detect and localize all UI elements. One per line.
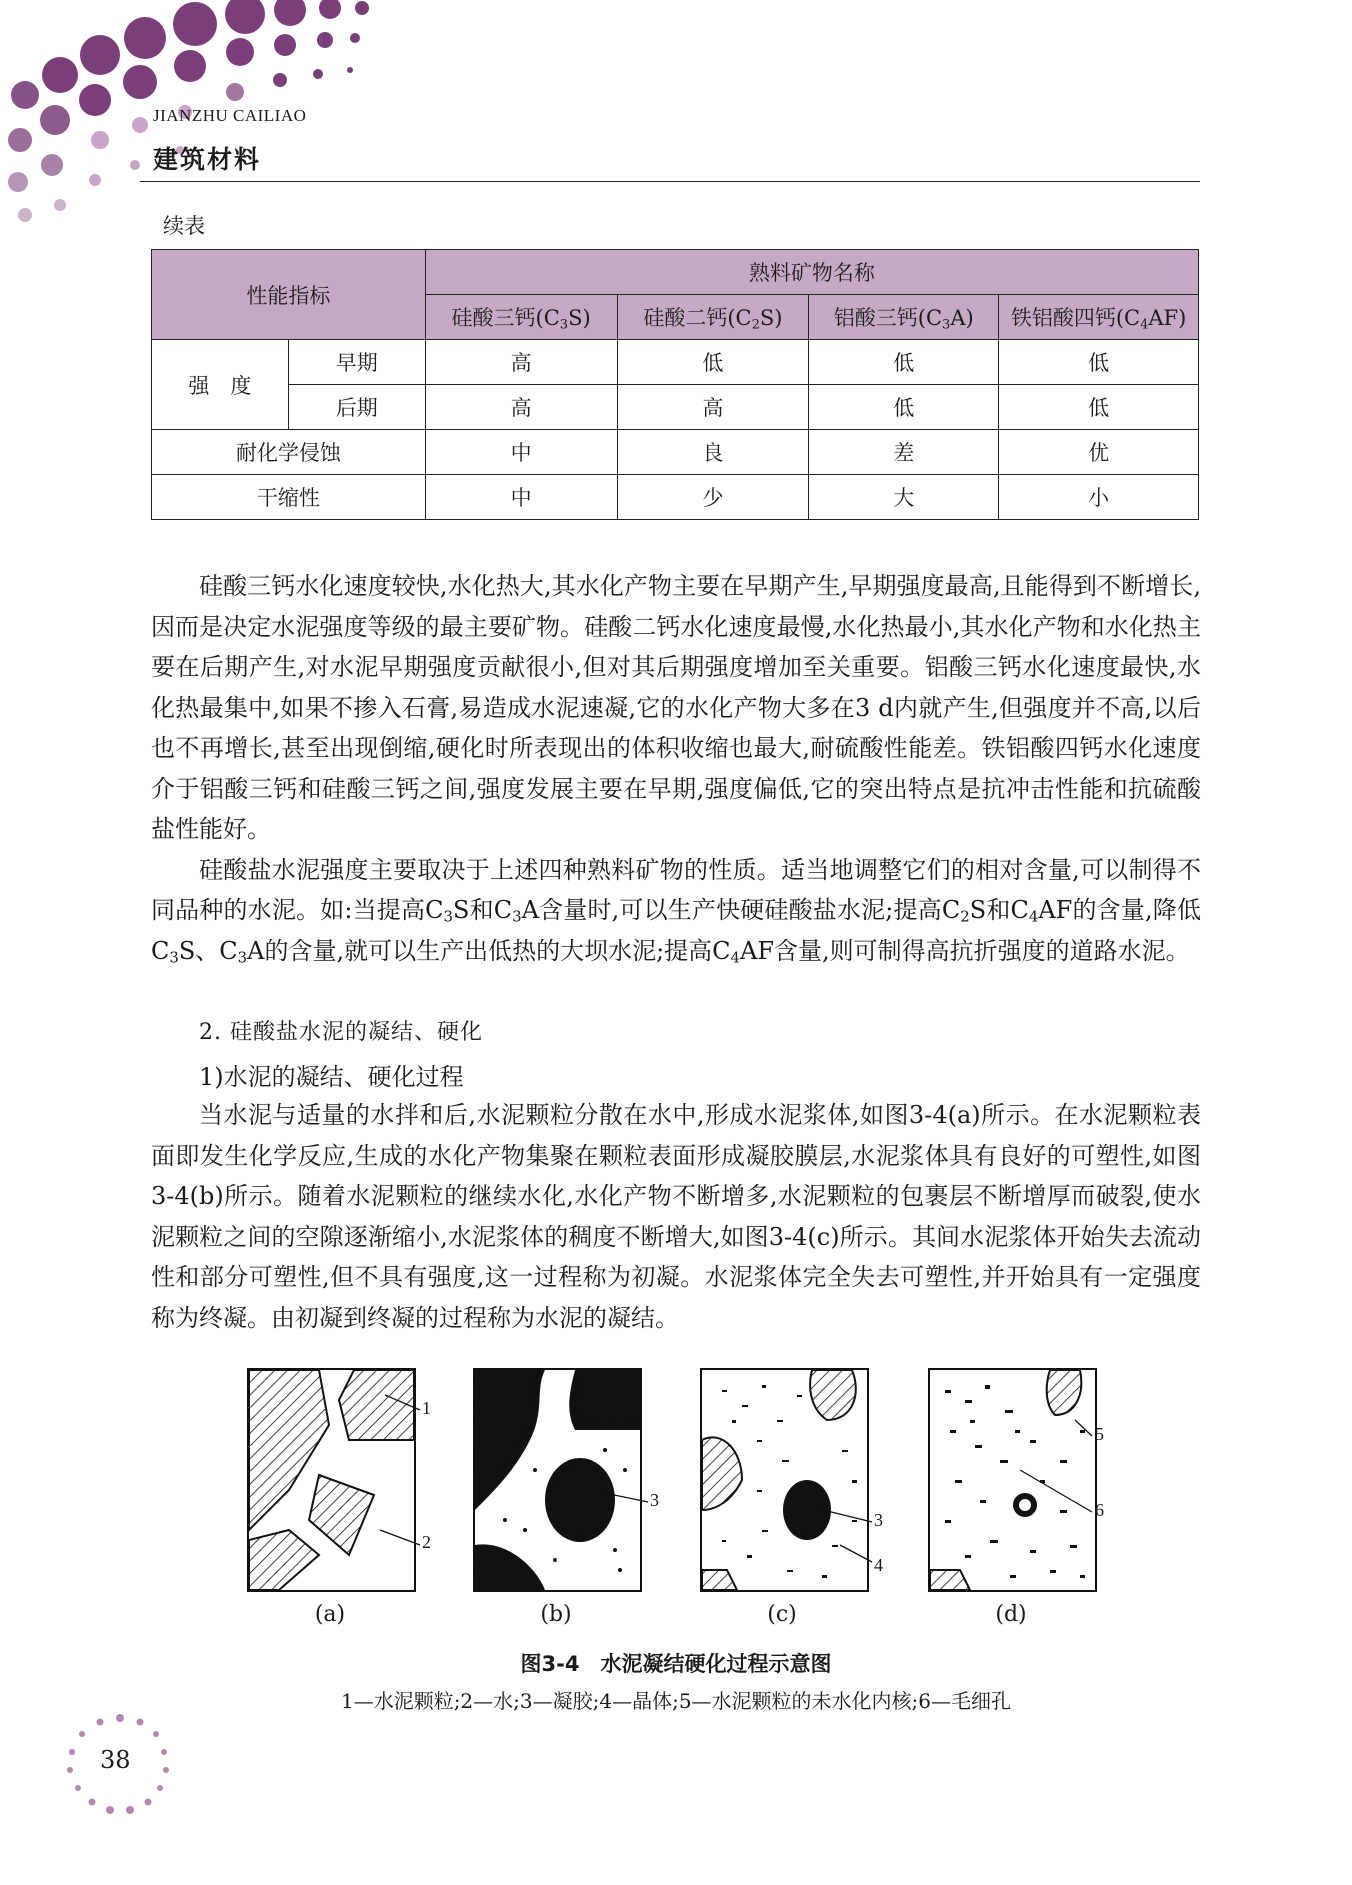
table-row <box>152 430 1199 475</box>
column-group-header: 熟料矿物名称 <box>425 250 1198 295</box>
table-cell: 中 <box>425 475 617 520</box>
table-cell: 大 <box>809 475 999 520</box>
figure-panel-a <box>247 1368 416 1592</box>
row-label: 耐化学侵蚀 <box>152 430 426 475</box>
paragraph: 硅酸盐水泥强度主要取决于上述四种熟料矿物的性质。适当地调整它们的相对含量,可以制得不同品种的水泥。如:当提高$C_3S$和$C_3A$含量时,可以生产快硬硅酸盐水泥;提高$C_2S$和$C_4AF$的含量,降低$C_3S$、$C_3A$的含量,就可以生产出低热的大坝水泥;提高$C_4AF$含量,则可制得高抗折强度的道路水泥。 <box>151 855 1201 967</box>
header-chinese-title: 建筑材料 <box>153 145 262 174</box>
section-heading: 2. 硅酸盐水泥的凝结、硬化 <box>199 1020 483 1045</box>
panel-label-c: (c) <box>767 1602 797 1627</box>
callout-label: 1 <box>422 1398 431 1418</box>
callout-label: 2 <box>422 1532 431 1552</box>
panel-label-d: (d) <box>995 1602 1027 1627</box>
row-label: 早期 <box>288 340 425 385</box>
paragraph: 硅酸三钙水化速度较快,水化热大,其水化产物主要在早期产生,早期强度最高,且能得到不断增长,因而是决定水泥强度等级的最主要矿物。硅酸二钙水化速度最慢,水化热最小,其水化产物和水化热主要在后期产生,对水泥早期强度贡献很小,但对其后期强度增加至关重要。铝酸三钙水化速度最快,水化热最集中,如果不掺入石膏,易造成水泥速凝,它的水化产物大多在3 d内就产生,但强度并不高,以后也不再增长,甚至出现倒缩,硬化时所表现出的体积收缩也最大,耐硫酸性能差。铁铝酸四钙水化速度介于铝酸三钙和硅酸三钙之间,强度发展主要在早期,强度偏低,它的突出特点是抗冲击性能和抗硫酸盐性能好。 <box>151 572 1201 843</box>
table-cell: 低 <box>999 385 1199 430</box>
table-cell: 低 <box>809 385 999 430</box>
row-header-cell: 性能指标 <box>152 250 426 340</box>
table-cell: 高 <box>425 340 617 385</box>
strength-label: 强 度 <box>152 340 289 430</box>
panel-label-b: (b) <box>540 1602 572 1627</box>
callout-label: 4 <box>874 1555 883 1575</box>
header-english-title: JIANZHU CAILIAO <box>153 106 307 125</box>
page-number: 38 <box>100 1746 131 1774</box>
row-label: 后期 <box>288 385 425 430</box>
paragraph-block-1 <box>151 566 1201 971</box>
table-cell: 差 <box>809 430 999 475</box>
panel-label-a: (a) <box>314 1602 346 1627</box>
header-rule <box>140 181 1200 182</box>
callout-label: 5 <box>1095 1424 1104 1444</box>
table-cell: 中 <box>425 430 617 475</box>
table-cell: 高 <box>425 385 617 430</box>
column-header-c3a: 铝酸三钙$(C_3A)$ <box>809 295 999 340</box>
table-cell: 良 <box>617 430 809 475</box>
table-cell: 小 <box>999 475 1199 520</box>
callout-label: 6 <box>1095 1500 1104 1520</box>
paragraph: 当水泥与适量的水拌和后,水泥颗粒分散在水中,形成水泥浆体,如图3-4(a)所示。在水泥颗粒表面即发生化学反应,生成的水化产物集聚在颗粒表面形成凝胶膜层,水泥浆体具有良好的可塑性,如图3-4(b)所示。随着水泥颗粒的继续水化,水化产物不断增多,水泥颗粒的包裹层不断增厚而破裂,使水泥颗粒之间的空隙逐渐缩小,水泥浆体的稠度不断增大,如图3-4(c)所示。其间水泥浆体开始失去流动性和部分可塑性,但不具有强度,这一过程称为初凝。水泥浆体完全失去可塑性,并开始具有一定强度称为终凝。由初凝到终凝的过程称为水泥的凝结。 <box>151 1101 1201 1332</box>
table-cell: 高 <box>617 385 809 430</box>
table-cell: 少 <box>617 475 809 520</box>
table-cell: 优 <box>999 430 1199 475</box>
figure-panel-b <box>473 1368 642 1592</box>
continued-table-label: 续表 <box>163 214 205 238</box>
paragraph-block-2 <box>151 1095 1201 1338</box>
table-row <box>152 340 1199 385</box>
figure-caption: 图3-4 水泥凝结硬化过程示意图 <box>520 1652 832 1676</box>
table-cell: 低 <box>617 340 809 385</box>
figure-panel-c <box>700 1368 869 1592</box>
row-label: 干缩性 <box>152 475 426 520</box>
table-cell: 低 <box>999 340 1199 385</box>
table-row <box>152 385 1199 430</box>
column-header-c2s: 硅酸二钙$(C_2S)$ <box>617 295 809 340</box>
callout-label: 3 <box>650 1490 659 1510</box>
table-cell: 低 <box>809 340 999 385</box>
subsection-heading: 1)水泥的凝结、硬化过程 <box>199 1063 464 1091</box>
column-header-c3s: 硅酸三钙$(C_3S)$ <box>425 295 617 340</box>
figure-legend: 1—水泥颗粒;2—水;3—凝胶;4—晶体;5—水泥颗粒的未水化内核;6—毛细孔 <box>340 1689 1012 1713</box>
column-header-c4af: 铁铝酸四钙$(C_4AF)$ <box>999 295 1199 340</box>
callout-label: 3 <box>874 1510 883 1530</box>
table-row <box>152 475 1199 520</box>
clinker-mineral-properties-table <box>151 249 1199 520</box>
figure-panel-d <box>928 1368 1097 1592</box>
